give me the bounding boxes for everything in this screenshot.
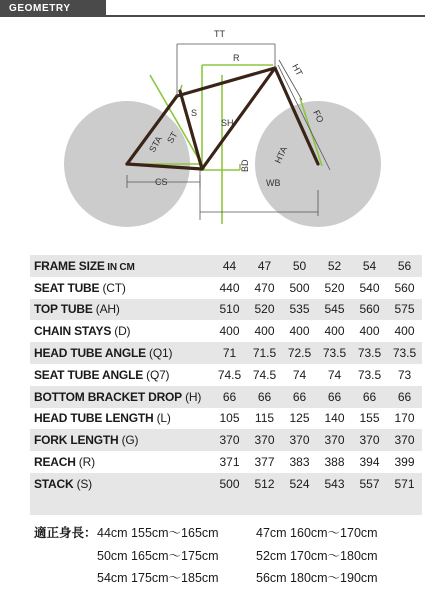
row-label: TOP TUBE (AH) bbox=[30, 299, 212, 321]
value-cell: 370 bbox=[247, 429, 282, 451]
value-cell: 560 bbox=[394, 280, 415, 295]
label-sh: SH bbox=[221, 118, 234, 128]
header-divider bbox=[106, 15, 425, 17]
row-label: SEAT TUBE (CT) bbox=[34, 280, 126, 295]
value-cell: 500 bbox=[289, 280, 310, 295]
label-fo: FO bbox=[311, 108, 326, 125]
rider-size-lead: 適正身長： bbox=[34, 526, 97, 540]
label-tt: TT bbox=[214, 29, 225, 39]
rider-size-item: 47cm 160cm〜170cm bbox=[256, 526, 378, 540]
label-r: R bbox=[233, 53, 240, 63]
value-cell: 74 bbox=[292, 367, 307, 382]
row-label: REACH (R) bbox=[34, 455, 95, 470]
label-s: S bbox=[191, 108, 198, 118]
table-row bbox=[30, 451, 422, 473]
size-cell: 50 bbox=[282, 255, 317, 277]
value-cell: 400 bbox=[359, 324, 380, 339]
size-cell: 47 bbox=[247, 255, 282, 277]
value-cell: 543 bbox=[317, 473, 352, 495]
value-cell: 74 bbox=[327, 367, 342, 382]
row-label: HEAD TUBE LENGTH (L) bbox=[34, 411, 171, 426]
label-bd: BD bbox=[240, 159, 250, 172]
value-cell: 470 bbox=[254, 280, 275, 295]
table-header-row bbox=[30, 255, 422, 277]
value-cell: 370 bbox=[212, 429, 247, 451]
value-cell: 66 bbox=[247, 386, 282, 408]
value-cell: 66 bbox=[317, 386, 352, 408]
table-row bbox=[30, 429, 422, 451]
value-cell: 73.5 bbox=[352, 342, 387, 364]
table-row bbox=[30, 342, 422, 364]
value-cell: 66 bbox=[387, 386, 422, 408]
label-wb: WB bbox=[266, 178, 281, 188]
rider-size-item: 44cm 155cm〜165cm bbox=[97, 526, 219, 540]
rider-size-item: 50cm 165cm〜175cm bbox=[97, 548, 219, 563]
value-cell: 400 bbox=[394, 324, 415, 339]
row-label: FORK LENGTH (G) bbox=[30, 429, 212, 451]
value-cell: 399 bbox=[394, 455, 415, 470]
value-cell: 66 bbox=[282, 386, 317, 408]
value-cell: 72.5 bbox=[282, 342, 317, 364]
value-cell: 140 bbox=[324, 411, 345, 426]
table-row bbox=[30, 277, 422, 299]
value-cell: 394 bbox=[359, 455, 380, 470]
section-title: GEOMETRY bbox=[0, 0, 106, 17]
value-cell: 170 bbox=[394, 411, 415, 426]
row-label: BOTTOM BRACKET DROP (H) bbox=[30, 386, 212, 408]
value-cell: 370 bbox=[387, 429, 422, 451]
table-footer-band bbox=[30, 495, 422, 515]
value-cell: 524 bbox=[282, 473, 317, 495]
row-label: CHAIN STAYS (D) bbox=[34, 324, 131, 339]
value-cell: 575 bbox=[387, 299, 422, 321]
value-cell: 125 bbox=[289, 411, 310, 426]
frame-size-label: FRAME SIZE IN CM bbox=[30, 255, 212, 277]
value-cell: 520 bbox=[247, 299, 282, 321]
label-ht: HT bbox=[290, 62, 305, 78]
rider-size-item: 56cm 180cm〜190cm bbox=[256, 571, 378, 585]
size-cell: 52 bbox=[317, 255, 352, 277]
value-cell: 73 bbox=[397, 367, 412, 382]
rider-size-item: 54cm 175cm〜185cm bbox=[97, 571, 219, 585]
value-cell: 73.5 bbox=[357, 367, 382, 382]
value-cell: 571 bbox=[387, 473, 422, 495]
size-cell: 44 bbox=[212, 255, 247, 277]
value-cell: 71 bbox=[212, 342, 247, 364]
value-cell: 400 bbox=[254, 324, 275, 339]
value-cell: 74.5 bbox=[217, 367, 242, 382]
value-cell: 371 bbox=[219, 455, 240, 470]
bike-geometry-diagram bbox=[0, 20, 425, 230]
value-cell: 520 bbox=[324, 280, 345, 295]
table-row bbox=[30, 299, 422, 321]
table-row bbox=[30, 320, 422, 342]
label-cs: CS bbox=[155, 177, 168, 187]
table-row bbox=[30, 473, 422, 495]
value-cell: 545 bbox=[317, 299, 352, 321]
label-sta: STA bbox=[147, 134, 165, 154]
value-cell: 535 bbox=[282, 299, 317, 321]
value-cell: 400 bbox=[289, 324, 310, 339]
value-cell: 510 bbox=[212, 299, 247, 321]
value-cell: 66 bbox=[212, 386, 247, 408]
value-cell: 500 bbox=[212, 473, 247, 495]
value-cell: 540 bbox=[359, 280, 380, 295]
value-cell: 73.5 bbox=[387, 342, 422, 364]
label-st: ST bbox=[165, 130, 180, 145]
value-cell: 560 bbox=[352, 299, 387, 321]
value-cell: 105 bbox=[219, 411, 240, 426]
section-header bbox=[0, 0, 425, 17]
value-cell: 370 bbox=[282, 429, 317, 451]
value-cell: 512 bbox=[247, 473, 282, 495]
size-cell: 56 bbox=[387, 255, 422, 277]
table-row bbox=[30, 386, 422, 408]
value-cell: 73.5 bbox=[317, 342, 352, 364]
table-row bbox=[30, 364, 422, 386]
value-cell: 383 bbox=[289, 455, 310, 470]
value-cell: 74.5 bbox=[252, 367, 277, 382]
value-cell: 440 bbox=[219, 280, 240, 295]
rider-size-item: 52cm 170cm〜180cm bbox=[256, 548, 378, 563]
value-cell: 155 bbox=[359, 411, 380, 426]
table-row bbox=[30, 408, 422, 430]
value-cell: 400 bbox=[219, 324, 240, 339]
value-cell: 115 bbox=[254, 411, 275, 426]
row-label: HEAD TUBE ANGLE (Q1) bbox=[30, 342, 212, 364]
value-cell: 388 bbox=[324, 455, 345, 470]
row-label: SEAT TUBE ANGLE (Q7) bbox=[34, 367, 170, 382]
label-hta: HTA bbox=[272, 144, 290, 165]
geometry-table bbox=[30, 255, 422, 495]
size-cell: 54 bbox=[352, 255, 387, 277]
value-cell: 71.5 bbox=[247, 342, 282, 364]
value-cell: 377 bbox=[254, 455, 275, 470]
value-cell: 557 bbox=[352, 473, 387, 495]
row-label: STACK (S) bbox=[30, 473, 212, 495]
value-cell: 66 bbox=[352, 386, 387, 408]
value-cell: 400 bbox=[324, 324, 345, 339]
value-cell: 370 bbox=[352, 429, 387, 451]
value-cell: 370 bbox=[317, 429, 352, 451]
